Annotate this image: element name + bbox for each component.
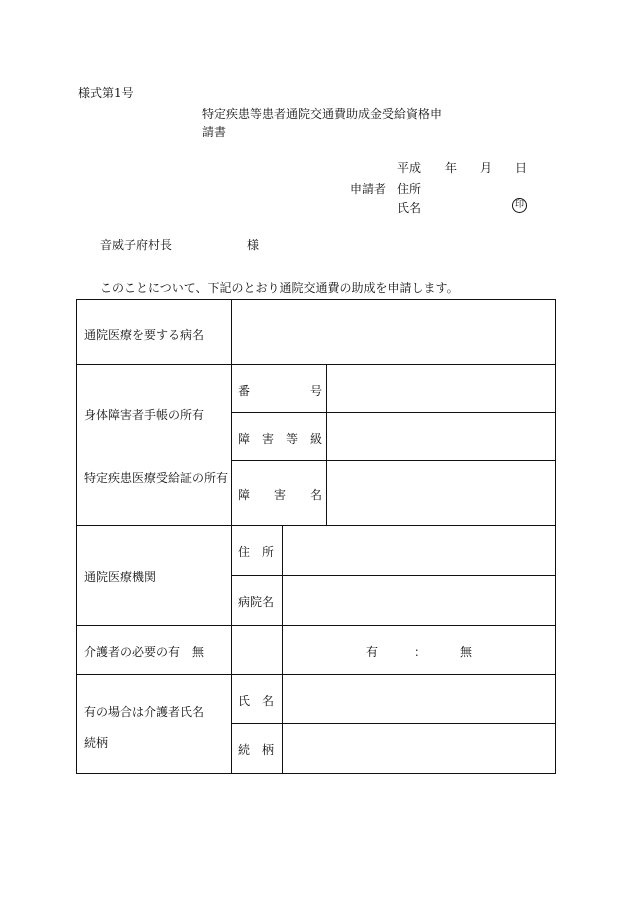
date-day: 日 <box>515 161 528 175</box>
addressee-name: 音威子府村長 <box>100 238 173 252</box>
title-line-2: 請書 <box>202 125 227 139</box>
certificate-label: 特定疾患医療受給証の所有 <box>84 471 229 485</box>
date-era: 平成 <box>397 161 422 175</box>
hospital-name-label: 病院名 <box>238 595 275 609</box>
institution-label: 通院医療機関 <box>84 570 157 584</box>
applicant-label: 申請者 <box>350 182 387 196</box>
applicant-address-label: 住所 <box>397 182 422 196</box>
caregiver-yes: 有 <box>366 645 379 659</box>
grade-label: 障 害 等 級 <box>238 432 323 446</box>
intro-text: このことについて、下記のとおり通院交通費の助成を申請します。 <box>100 281 459 295</box>
caregiver-need-label: 介護者の必要の有 無 <box>84 645 205 659</box>
title-line-1: 特定疾患等患者通院交通費助成金受給資格申 <box>202 107 443 121</box>
date-month: 月 <box>480 161 493 175</box>
number-label: 番 号 <box>238 384 323 398</box>
caregiver-no: 無 <box>460 645 473 659</box>
name-label: 氏 名 <box>238 694 275 708</box>
form-number: 様式第1号 <box>78 86 134 100</box>
caregiver-colon: ： <box>414 645 427 659</box>
caregiver-relation-label: 続柄 <box>84 736 109 750</box>
applicant-name-label: 氏名 <box>397 201 422 215</box>
seal-mark: 印 <box>512 198 527 213</box>
disease-label: 通院医療を要する病名 <box>84 328 205 342</box>
institution-address-label: 住 所 <box>238 545 275 559</box>
disability-name-label: 障 害 名 <box>238 488 323 502</box>
handbook-label: 身体障害者手帳の所有 <box>84 408 205 422</box>
relation-label: 続 柄 <box>238 743 275 757</box>
date-year: 年 <box>445 161 458 175</box>
caregiver-name-label: 有の場合は介護者氏名 <box>84 705 205 719</box>
addressee-honorific: 様 <box>247 238 260 252</box>
